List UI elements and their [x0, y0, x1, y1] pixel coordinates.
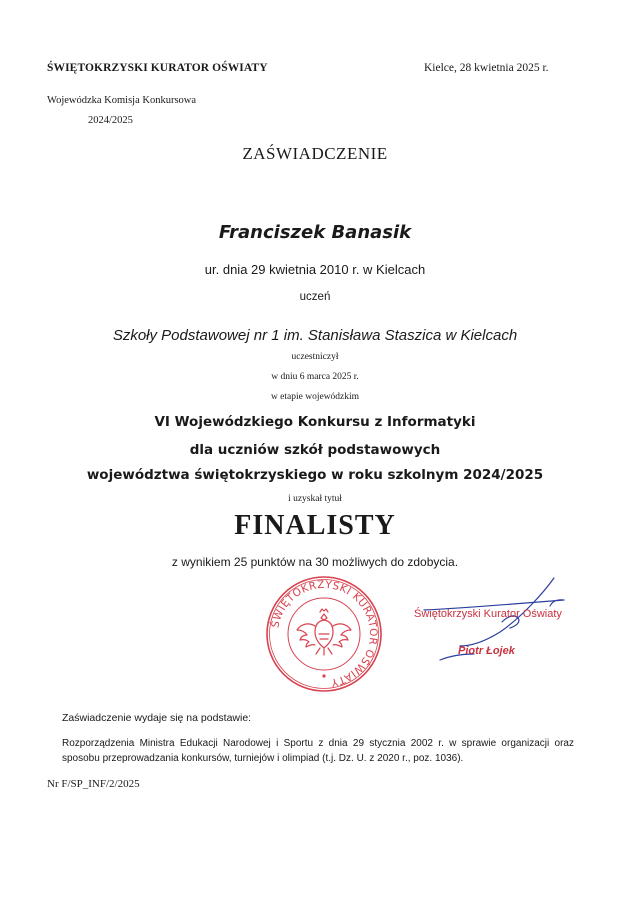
award-title: FINALISTY: [234, 510, 396, 541]
seal-text: ŚWIĘTOKRZYSKI KURATOR OŚWIATY: [269, 578, 380, 689]
participation-date: w dniu 6 marca 2025 r.: [271, 372, 359, 382]
participated-label: uczestniczył: [291, 352, 339, 362]
student-label: uczeń: [299, 291, 331, 303]
place-and-date: Kielce, 28 kwietnia 2025 r.: [424, 62, 549, 74]
signatory-name: Piotr Łojek: [458, 645, 515, 657]
legal-basis-text: Rozporządzenia Ministra Edukacji Narodowej i Sportu z dnia 29 stycznia 2002 r. w sprawie organizacji oraz sposobu przeprowadzania konkursów, turniejów i olimpiad (t.j. Dz. U. z 2020 r., poz. 1036).: [62, 738, 574, 764]
legal-basis-heading: Zaświadczenie wydaje się na podstawie:: [62, 712, 252, 724]
school-name: Szkoły Podstawowej nr 1 im. Stanisława Staszica w Kielcach: [112, 327, 518, 344]
signature-authority: Świętokrzyski Kurator Oświaty: [414, 608, 562, 620]
document-title: ZAŚWIADCZENIE: [242, 144, 388, 163]
contest-stage: w etapie wojewódzkim: [270, 392, 360, 402]
commission-year: 2024/2025: [88, 115, 133, 126]
contest-name-line-1: VI Wojewódzkiego Konkursu z Informatyki: [154, 414, 476, 430]
commission-name: Wojewódzka Komisja Konkursowa: [47, 95, 197, 106]
obtained-label: i uzyskał tytuł: [288, 494, 342, 504]
score-statement: z wynikiem 25 punktów na 30 możliwych do zdobycia.: [171, 555, 459, 569]
contest-name-line-2: dla uczniów szkół podstawowych: [189, 442, 441, 458]
contest-name-line-3: województwa świętokrzyskiego w roku szkolnym 2024/2025: [86, 467, 544, 483]
document-number: Nr F/SP_INF/2/2025: [47, 778, 140, 790]
recipient-name: Franciszek Banasik: [218, 222, 412, 243]
birth-info: ur. dnia 29 kwietnia 2010 r. w Kielcach: [204, 262, 426, 277]
eagle-emblem-icon: [297, 609, 351, 655]
official-seal: [264, 574, 384, 694]
issuing-authority: ŚWIĘTOKRZYSKI KURATOR OŚWIATY: [47, 62, 268, 74]
